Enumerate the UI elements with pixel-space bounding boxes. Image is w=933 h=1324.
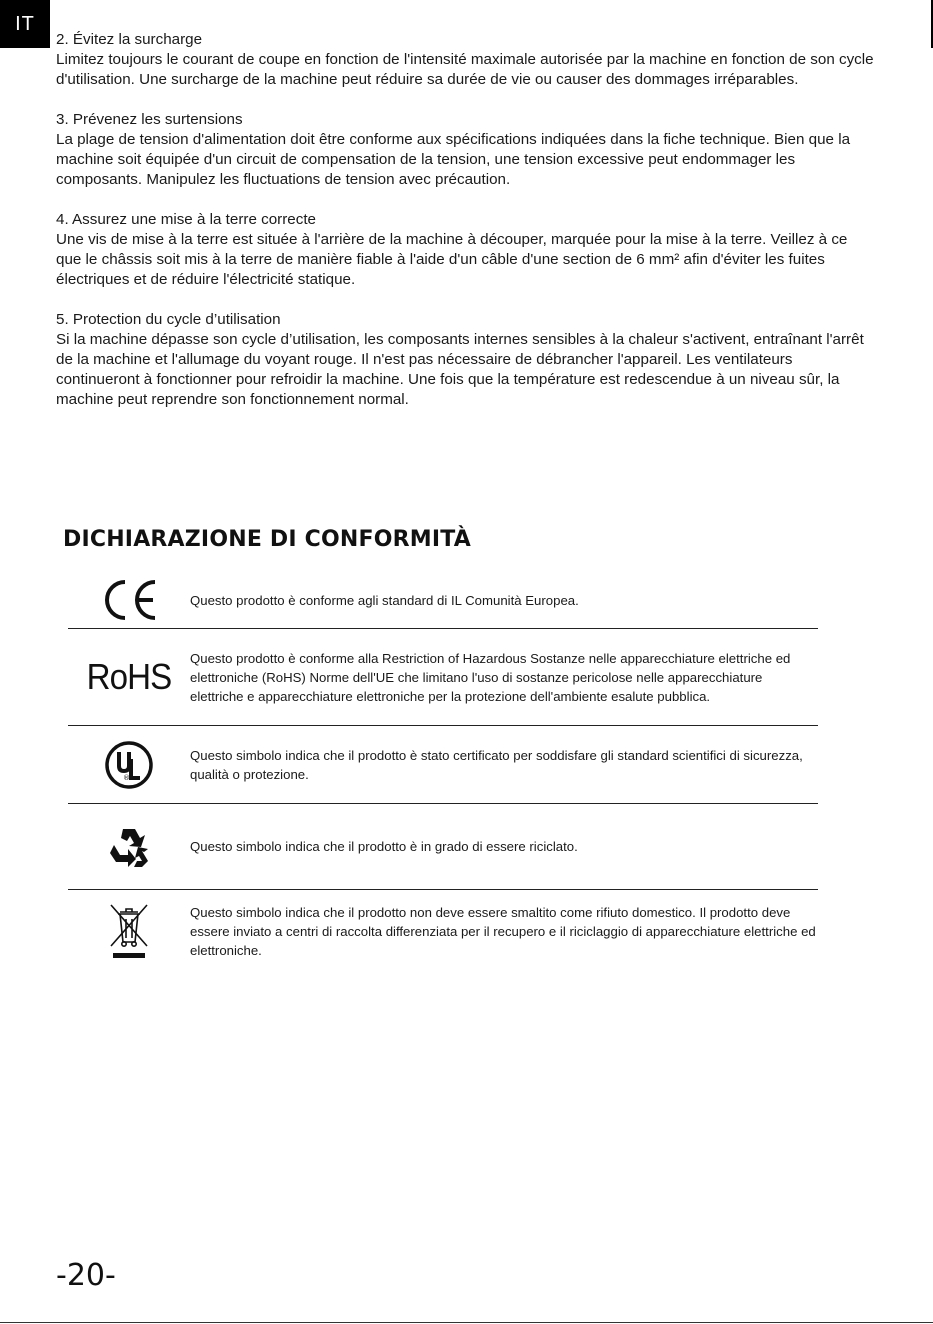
weee-crossed-bin-icon (68, 902, 190, 960)
ul-certification-icon (68, 740, 190, 790)
declaration-text: Questo prodotto è conforme agli standard di IL Comunità Europea. (190, 592, 579, 608)
page-number: -20- (56, 1258, 116, 1293)
rohs-symbol-text: RoHS (86, 656, 172, 697)
language-tab: IT (0, 0, 50, 48)
declaration-row-weee (68, 890, 818, 972)
svg-text:®: ® (123, 773, 130, 782)
declaration-row-rohs (68, 629, 818, 726)
section-body: Limitez toujours le courant de coupe en fonction de l'intensité maximale autorisée par la machine en fonction de son cycle d'utilisation. Une surcharge de la machine peut réduire sa durée de vie ou causer des dommages irréparables. (56, 51, 874, 88)
declaration-row-recycle (68, 804, 818, 890)
section-duty-cycle (56, 310, 876, 410)
section-overload (56, 30, 876, 90)
section-body: La plage de tension d'alimentation doit être conforme aux spécifications indiquées dans la fiche technique. Bien que la machine soit équipée d'un circuit de compensation de la tension, une tension excessive peut endommager les composants. Manipulez les fluctuations de tension avec précaution. (56, 131, 851, 188)
declaration-text: Questo simbolo indica che il prodotto è stato certificato per soddisfare gli standard scientifici di sicurezza, qualità o protezione. (190, 747, 803, 782)
section-body: Une vis de mise à la terre est située à l'arrière de la machine à découper, marquée pour la mise à la terre. Veillez à ce que le châssis soit mis à la terre de manière fiable à l'aide d'un câble d'une section de 6 mm² afin d'éviter les fuites électriques et de réduire l'électricité statique. (56, 231, 848, 288)
declaration-table (68, 572, 818, 972)
declaration-row-ce (68, 572, 818, 629)
safety-sections (56, 30, 876, 430)
declaration-text: Questo prodotto è conforme alla Restriction of Hazardous Sostanze nelle apparecchiature elettriche ed elettroniche (RoHS) Norme dell'UE che limitano l'uso di sostanze pericolose nelle apparecchiature elettriche e apparecchiature elettroniche per la protezione dell'ambiente esalute pubblica. (190, 650, 791, 704)
ce-mark-icon (68, 578, 190, 622)
declaration-title: DICHIARAZIONE DI CONFORMITÀ (63, 527, 471, 552)
declaration-text: Questo simbolo indica che il prodotto non deve essere smaltito come rifiuto domestico. Il prodotto deve essere inviato a centri di raccolta differenziata per il recupero e il riciclaggio di apparecchiature elettriche ed elettroniche. (190, 904, 816, 958)
declaration-text: Questo simbolo indica che il prodotto è in grado di essere riciclato. (190, 839, 578, 854)
rohs-icon (68, 656, 190, 698)
declaration-row-ul (68, 726, 818, 804)
section-overvoltage (56, 110, 876, 190)
page-bottom-rule (0, 1322, 933, 1323)
section-heading: 3. Prévenez les surtensions (56, 111, 243, 128)
section-body: Si la machine dépasse son cycle d’utilisation, les composants internes sensibles à la chaleur s'activent, entraînant l'arrêt de la machine et l'allumage du voyant rouge. Il n'est pas nécessaire de débrancher l'appareil. Les ventilateurs continueront à fonctionner pour refroidir la machine. Une fois que la température est redescendue à un niveau sûr, la machine peut reprendre son fonctionnement normal. (56, 331, 864, 408)
section-heading: 4. Assurez une mise à la terre correcte (56, 211, 316, 228)
recycle-icon (68, 825, 190, 869)
section-grounding (56, 210, 876, 290)
section-heading: 5. Protection du cycle d’utilisation (56, 311, 281, 328)
section-heading: 2. Évitez la surcharge (56, 31, 203, 48)
